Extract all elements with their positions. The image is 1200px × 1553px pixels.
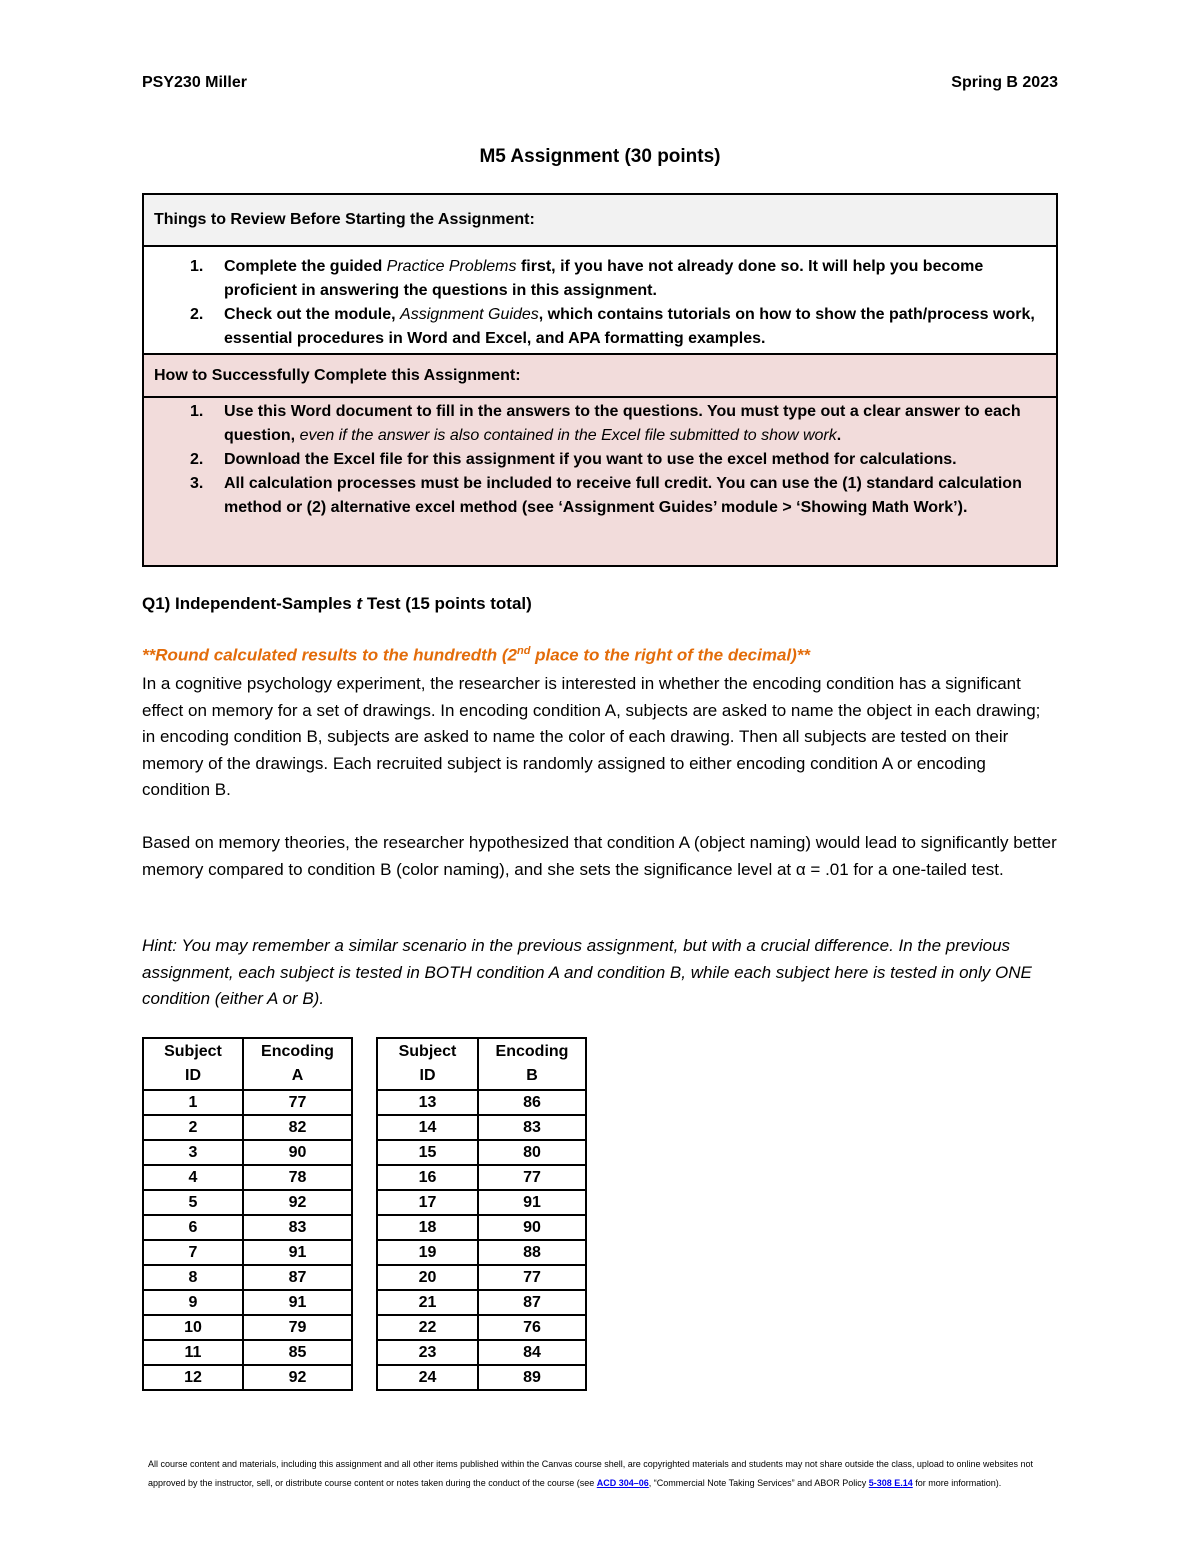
score-cell: 77 — [478, 1265, 586, 1290]
table-row — [377, 1215, 586, 1240]
subject-id-cell: 13 — [377, 1090, 478, 1115]
score-cell: 84 — [478, 1340, 586, 1365]
subject-id-cell: 22 — [377, 1315, 478, 1340]
score-cell: 83 — [478, 1115, 586, 1140]
table-row — [377, 1090, 586, 1115]
complete-item-1: 1. Use this Word document to fill in the answers to the questions. You must type out a clear answer to each question, even if the answer is also contained in the Excel file submitted to show work. — [144, 400, 1056, 448]
review-box-list — [142, 245, 1058, 355]
score-cell: 79 — [243, 1315, 352, 1340]
subject-id-cell: 9 — [143, 1290, 243, 1315]
review-heading: Things to Review Before Starting the Assignment: — [154, 211, 535, 228]
subject-id-cell: 4 — [143, 1165, 243, 1190]
table-row — [377, 1140, 586, 1165]
table-row — [143, 1340, 352, 1365]
hypothesis-paragraph: Based on memory theories, the researcher hypothesized that condition A (object naming) would lead to significantly better memory compared to condition B (color naming), and she sets the significance level at α = .01 for a one-tailed test. — [142, 833, 1057, 879]
score-cell: 88 — [478, 1240, 586, 1265]
subject-id-cell: 20 — [377, 1265, 478, 1290]
subject-id-cell: 7 — [143, 1240, 243, 1265]
score-cell: 77 — [478, 1165, 586, 1190]
complete-item-2: 2. Download the Excel file for this assignment if you want to use the excel method for calculations. — [144, 448, 1056, 472]
review-list — [144, 255, 1056, 351]
table-row — [143, 1315, 352, 1340]
score-cell: 76 — [478, 1315, 586, 1340]
score-cell: 87 — [243, 1265, 352, 1290]
table-row — [377, 1240, 586, 1265]
subject-id-cell: 10 — [143, 1315, 243, 1340]
score-cell: 82 — [243, 1115, 352, 1140]
score-cell: 80 — [478, 1140, 586, 1165]
table-row — [143, 1090, 352, 1115]
table-row — [377, 1340, 586, 1365]
table-row — [143, 1365, 352, 1390]
page-title: M5 Assignment (30 points) — [479, 146, 721, 167]
subject-id-cell: 23 — [377, 1340, 478, 1365]
table-row — [377, 1115, 586, 1140]
list-number: 2. — [190, 306, 204, 323]
copyright-footer: All course content and materials, including this assignment and all other items published within the Canvas course shell, are copyrighted materials and students may not share outside the class, upload to online websites not approved by the instructor, sell, or distribute course content or notes taken during the conduct of the course (see ACD 304–06, “Commercial Note Taking Services” and ABOR Policy 5-308 E.14 for more information). — [148, 1459, 1033, 1488]
subject-id-cell: 21 — [377, 1290, 478, 1315]
subject-id-cell: 15 — [377, 1140, 478, 1165]
subject-id-cell: 14 — [377, 1115, 478, 1140]
score-cell: 87 — [478, 1290, 586, 1315]
abor-policy-link[interactable]: 5-308 E.14 — [868, 1478, 913, 1488]
subject-id-cell: 24 — [377, 1365, 478, 1390]
column-header: Encoding B — [478, 1038, 586, 1090]
table-row — [143, 1190, 352, 1215]
header-course: PSY230 Miller — [142, 74, 247, 91]
subject-id-cell: 16 — [377, 1165, 478, 1190]
encoding-b-table — [376, 1037, 587, 1391]
complete-heading: How to Successfully Complete this Assignment: — [154, 367, 521, 384]
score-cell: 92 — [243, 1190, 352, 1215]
table-row — [377, 1165, 586, 1190]
acd-policy-link[interactable]: ACD 304–06 — [596, 1478, 649, 1488]
hint-paragraph: Hint: You may remember a similar scenario in the previous assignment, but with a crucial difference. In the previous assignment, each subject is tested in BOTH condition A and condition B, while each subject here is tested in only ONE condition (either A or B). — [142, 936, 1032, 1008]
review-item-2: 2. Check out the module, Assignment Guides, which contains tutorials on how to show the path/process work, essential procedures in Word and Excel, and APA formatting examples. — [144, 303, 1056, 351]
complete-box-list — [142, 396, 1058, 567]
complete-box-heading — [142, 353, 1058, 398]
score-cell: 90 — [478, 1215, 586, 1240]
list-number: 1. — [190, 258, 204, 275]
score-cell: 90 — [243, 1140, 352, 1165]
list-number: 2. — [190, 451, 204, 468]
table-row — [143, 1165, 352, 1190]
column-header: Encoding A — [243, 1038, 352, 1090]
list-number: 3. — [190, 475, 204, 492]
column-header: Subject ID — [377, 1038, 478, 1090]
list-number: 1. — [190, 403, 204, 420]
subject-id-cell: 11 — [143, 1340, 243, 1365]
subject-id-cell: 1 — [143, 1090, 243, 1115]
table-row — [143, 1115, 352, 1140]
subject-id-cell: 6 — [143, 1215, 243, 1240]
complete-item-3: 3. All calculation processes must be included to receive full credit. You can use the (1) standard calculation method or (2) alternative excel method (see ‘Assignment Guides’ module > ‘Showing Math Work’). — [144, 472, 1056, 520]
table-row — [143, 1240, 352, 1265]
subject-id-cell: 18 — [377, 1215, 478, 1240]
q1-heading: Q1) Independent-Samples t Test (15 points total) — [142, 594, 532, 613]
subject-id-cell: 17 — [377, 1190, 478, 1215]
scenario-paragraph: In a cognitive psychology experiment, the researcher is interested in whether the encoding condition has a significant effect on memory for a set of drawings. In encoding condition A, subjects are asked to name the object in each drawing; in encoding condition B, subjects are asked to name the color of each drawing. Then all subjects are tested on their memory of the drawings. Each recruited subject is randomly assigned to either encoding condition A or encoding condition B. — [142, 674, 1041, 799]
complete-list — [144, 400, 1056, 520]
table-row — [377, 1265, 586, 1290]
subject-id-cell: 3 — [143, 1140, 243, 1165]
subject-id-cell: 19 — [377, 1240, 478, 1265]
score-cell: 91 — [243, 1240, 352, 1265]
table-row — [377, 1290, 586, 1315]
subject-id-cell: 5 — [143, 1190, 243, 1215]
rounding-instruction: **Round calculated results to the hundredth (2nd place to the right of the decimal)** — [142, 645, 811, 665]
review-box-heading — [142, 193, 1058, 247]
column-header: Subject ID — [143, 1038, 243, 1090]
score-cell: 91 — [243, 1290, 352, 1315]
header-term: Spring B 2023 — [951, 74, 1058, 91]
table-row — [377, 1190, 586, 1215]
subject-id-cell: 8 — [143, 1265, 243, 1290]
score-cell: 83 — [243, 1215, 352, 1240]
subject-id-cell: 12 — [143, 1365, 243, 1390]
table-row — [377, 1315, 586, 1340]
encoding-a-table — [142, 1037, 353, 1391]
score-cell: 91 — [478, 1190, 586, 1215]
score-cell: 78 — [243, 1165, 352, 1190]
score-cell: 92 — [243, 1365, 352, 1390]
table-row — [377, 1365, 586, 1390]
table-row — [143, 1265, 352, 1290]
table-row — [143, 1215, 352, 1240]
subject-id-cell: 2 — [143, 1115, 243, 1140]
score-cell: 89 — [478, 1365, 586, 1390]
table-row — [143, 1140, 352, 1165]
score-cell: 85 — [243, 1340, 352, 1365]
table-row — [143, 1290, 352, 1315]
review-item-1: 1. Complete the guided Practice Problems first, if you have not already done so. It will help you become proficient in answering the questions in this assignment. — [144, 255, 1056, 303]
score-cell: 77 — [243, 1090, 352, 1115]
score-cell: 86 — [478, 1090, 586, 1115]
